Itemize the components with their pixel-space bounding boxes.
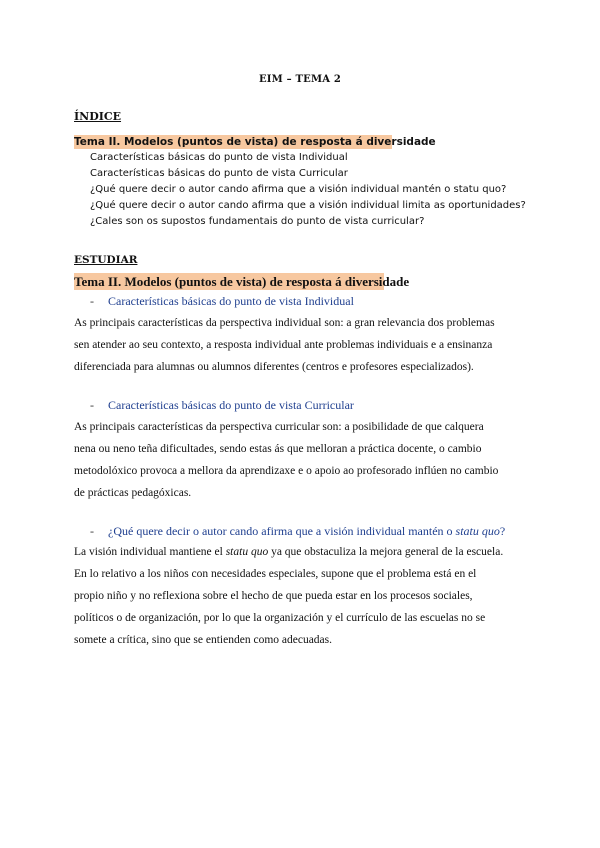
subtitle-text: Características básicas do punto de vista Individual bbox=[108, 294, 354, 308]
paragraph-statu-quo bbox=[74, 541, 534, 651]
paragraph-line: As principais características da perspectiva individual son: a gran relevancia dos problemas bbox=[74, 317, 495, 329]
index-heading: ÍNDICE bbox=[74, 110, 122, 123]
subtitle-emphasis: statu quo bbox=[455, 524, 500, 538]
subtitle-text: ¿Qué quere decir o autor cando afirma que a visión individual mantén o bbox=[108, 524, 456, 538]
document-title: EIM – TEMA 2 bbox=[258, 74, 342, 85]
index-item: ¿Cales son os supostos fundamentais do punto de vista curricular? bbox=[90, 216, 425, 227]
subtitle-text-end: ? bbox=[499, 524, 506, 538]
bullet-dash: - bbox=[90, 398, 94, 412]
bullet-dash: - bbox=[90, 524, 94, 538]
line-text: La visión individual mantiene el bbox=[74, 546, 226, 558]
study-topic-highlight: Tema II. Modelos (puntos de vista) de resposta á diversidade bbox=[74, 274, 410, 289]
paragraph-line: políticos o de organización, por lo que la organización y el currículo de las escuelas no se bbox=[74, 612, 486, 624]
paragraph-line: As principais características da perspectiva curricular son: a posibilidade de que calquera bbox=[74, 421, 484, 433]
study-heading: ESTUDIAR bbox=[74, 254, 138, 266]
section-subtitle-curricular bbox=[90, 398, 354, 413]
index-item: Características básicas do punto de vista Curricular bbox=[90, 168, 348, 179]
paragraph-line: somete a crítica, sino que se entienden como adecuadas. bbox=[74, 634, 333, 646]
bullet-dash: - bbox=[90, 294, 94, 308]
paragraph-line: En lo relativo a los niños con necesidades especiales, supone que el problema está en el bbox=[74, 568, 477, 580]
paragraph-line bbox=[74, 541, 534, 563]
paragraph-line: diferenciada para alumnas ou alumnos diferentes (centros e profesores especializados). bbox=[74, 361, 474, 373]
paragraph-curricular bbox=[74, 416, 534, 504]
paragraph-line: metodolóxico provoca a mellora da aprendizaxe e o apoio ao profesorado inflúen no cambio bbox=[74, 465, 499, 477]
paragraph-line: de prácticas pedagóxicas. bbox=[74, 487, 192, 499]
index-item: ¿Qué quere decir o autor cando afirma que a visión individual mantén o statu quo? bbox=[90, 184, 507, 195]
index-topic-highlight: Tema II. Modelos (puntos de vista) de resposta á diversidade bbox=[74, 136, 436, 148]
paragraph-individual bbox=[74, 312, 534, 378]
subtitle-text: Características básicas do punto de vista Curricular bbox=[108, 398, 354, 412]
paragraph-line: nena ou neno teña dificultades, sendo estas ás que melloran a práctica docente, o cambio bbox=[74, 443, 482, 455]
line-emphasis: statu quo bbox=[225, 546, 269, 558]
index-list bbox=[90, 150, 526, 230]
index-item: Características básicas do punto de vista Individual bbox=[90, 152, 348, 163]
index-item: ¿Qué quere decir o autor cando afirma que a visión individual limita as oportunidades? bbox=[90, 200, 526, 211]
line-text-end: ya que obstaculiza la mejora general de la escuela. bbox=[268, 546, 504, 558]
paragraph-line: propio niño y no reflexiona sobre el hecho de que pueda estar en los procesos sociales, bbox=[74, 590, 473, 602]
section-subtitle-individual bbox=[90, 294, 354, 309]
paragraph-line: sen atender ao seu contexto, a resposta individual ante problemas individuais e a ensinanza bbox=[74, 339, 493, 351]
section-subtitle-statu-quo bbox=[90, 524, 505, 539]
